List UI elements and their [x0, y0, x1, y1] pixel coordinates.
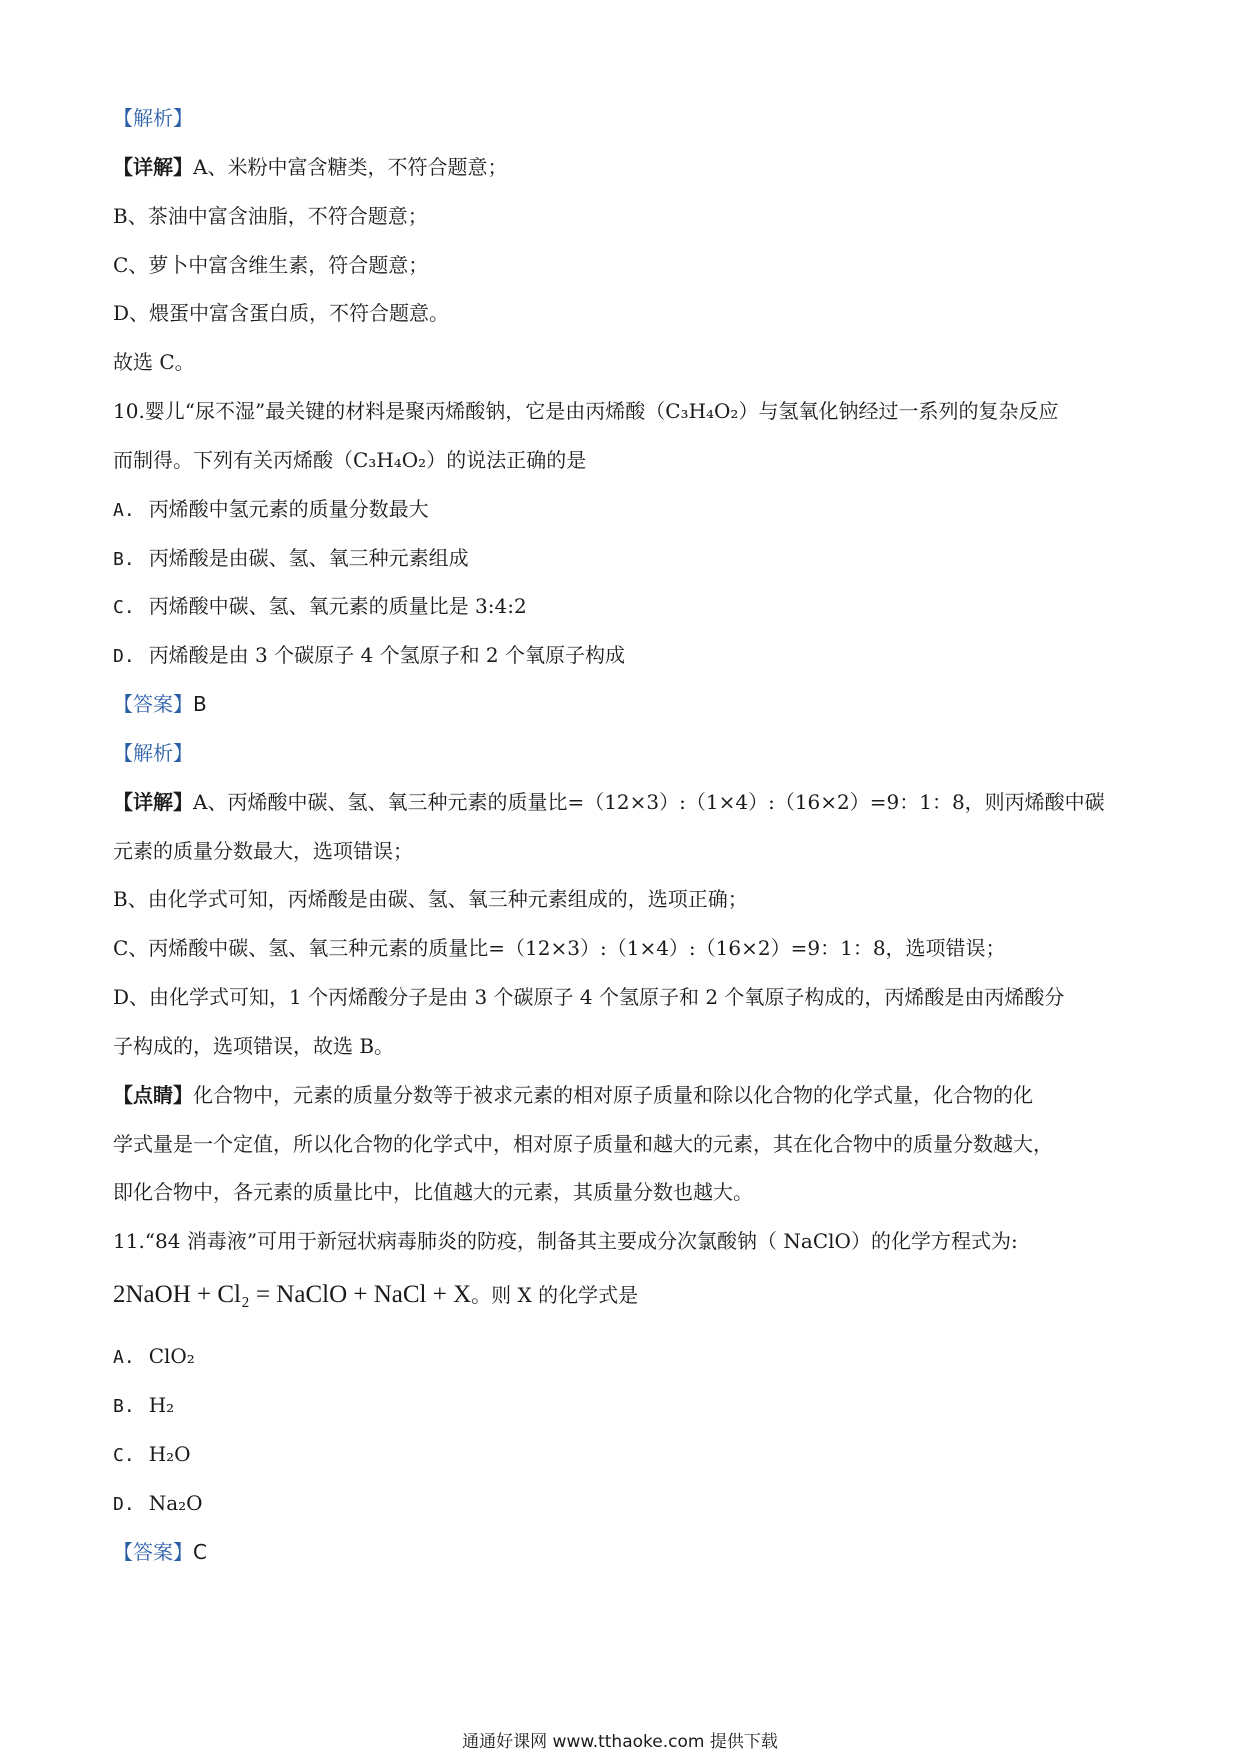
option-text: 丙烯酸中碳、氢、氧元素的质量比是 3:4:2 — [148, 594, 527, 618]
answer-tag: 【答案】 — [113, 692, 193, 716]
answer-value: B — [193, 692, 207, 716]
option-label: A. — [113, 1347, 135, 1368]
option-label: C. — [113, 1445, 135, 1466]
q10-option-a — [113, 494, 1133, 526]
q10-detail-a-line1 — [113, 787, 1133, 817]
option-label: B. — [113, 1396, 135, 1417]
q9-detail-d: D、煨蛋中富含蛋白质，不符合题意。 — [113, 301, 450, 325]
option-text: 丙烯酸是由碳、氢、氧三种元素组成 — [148, 546, 469, 570]
q11-option-b — [113, 1390, 1133, 1422]
q11-answer — [113, 1537, 1133, 1567]
analysis-tag: 【解析】 — [113, 741, 193, 765]
q10-stem-line1: 10.婴儿“尿不湿”最关键的材料是聚丙烯酸钠，它是由丙烯酸（C₃H₄O₂）与氢氧化钠经过一系列的复杂反应 — [113, 399, 1059, 423]
q9-conclusion: 故选 C。 — [113, 350, 195, 374]
answer-value: C — [193, 1540, 207, 1564]
detail-text: A、丙烯酸中碳、氢、氧三种元素的质量比=（12×3）:（1×4）:（16×2）=9：1：8，则丙烯酸中碳 — [193, 790, 1105, 814]
q10-comment-line2: 学式量是一个定值，所以化合物的化学式中，相对原子质量和越大的元素，其在化合物中的质量分数越大， — [113, 1132, 1053, 1156]
option-label: B. — [113, 549, 135, 570]
comment-text: 化合物中，元素的质量分数等于被求元素的相对原子质量和除以化合物的化学式量，化合物的化 — [193, 1083, 1033, 1107]
comment-tag: 【点睛】 — [113, 1083, 193, 1107]
analysis-tag: 【解析】 — [113, 106, 193, 130]
q11-option-c — [113, 1439, 1133, 1471]
option-label: D. — [113, 646, 135, 667]
option-text: 丙烯酸是由 3 个碳原子 4 个氢原子和 2 个氧原子构成 — [148, 643, 626, 667]
q9-detail-b: B、茶油中富含油脂，不符合题意； — [113, 204, 428, 228]
option-text: 丙烯酸中氢元素的质量分数最大 — [148, 497, 429, 521]
q10-option-b — [113, 543, 1133, 575]
q11-equation-line — [113, 1280, 1133, 1310]
q10-analysis-heading — [113, 738, 1133, 768]
q10-comment-line3: 即化合物中，各元素的质量比中，比值越大的元素，其质量分数也越大。 — [113, 1180, 753, 1204]
q11-option-a — [113, 1341, 1133, 1373]
option-label: C. — [113, 597, 135, 618]
detail-tag: 【详解】 — [113, 790, 193, 814]
option-text: H₂ — [148, 1393, 175, 1417]
option-label: A. — [113, 500, 135, 521]
q11-stem-line1: 11.“84 消毒液”可用于新冠状病毒肺炎的防疫，制备其主要成分次氯酸钠（ NaClO）的化学方程式为: — [113, 1229, 1018, 1253]
q9-detail-c: C、萝卜中富含维生素，符合题意； — [113, 253, 429, 277]
option-label: D. — [113, 1494, 135, 1515]
q10-answer — [113, 689, 1133, 719]
detail-tag: 【详解】 — [113, 155, 193, 179]
q9-detail-a — [113, 152, 1133, 182]
q10-detail-a-line2: 元素的质量分数最大，选项错误； — [113, 839, 413, 863]
q10-stem-line2: 而制得。下列有关丙烯酸（C₃H₄O₂）的说法正确的是 — [113, 448, 587, 472]
q10-detail-b: B、由化学式可知，丙烯酸是由碳、氢、氧三种元素组成的，选项正确； — [113, 887, 748, 911]
q10-detail-d-line2: 子构成的，选项错误，故选 B。 — [113, 1034, 395, 1058]
q10-detail-d-line1: D、由化学式可知，1 个丙烯酸分子是由 3 个碳原子 4 个氢原子和 2 个氧原子构成的，丙烯酸是由丙烯酸分 — [113, 985, 1065, 1009]
detail-text: A、米粉中富含糖类，不符合题意； — [193, 155, 508, 179]
q10-option-c — [113, 591, 1133, 623]
answer-tag: 【答案】 — [113, 1540, 193, 1564]
q10-option-d — [113, 640, 1133, 672]
option-text: H₂O — [148, 1442, 191, 1466]
chemical-equation: 2NaOH + Cl₂ = NaClO + NaCl + X — [113, 1281, 472, 1308]
q10-detail-c: C、丙烯酸中碳、氢、氧三种元素的质量比=（12×3）:（1×4）:（16×2）=9：1：8，选项错误； — [113, 936, 1006, 960]
option-text: ClO₂ — [148, 1344, 195, 1368]
option-text: Na₂O — [148, 1491, 203, 1515]
q10-comment-line1 — [113, 1080, 1133, 1110]
q9-analysis-heading — [113, 103, 1133, 133]
q11-option-d — [113, 1488, 1133, 1520]
q11-stem-line2: 。则 X 的化学式是 — [471, 1283, 639, 1307]
page-footer: 通通好课网 www.tthaoke.com 提供下载 — [462, 1732, 778, 1752]
